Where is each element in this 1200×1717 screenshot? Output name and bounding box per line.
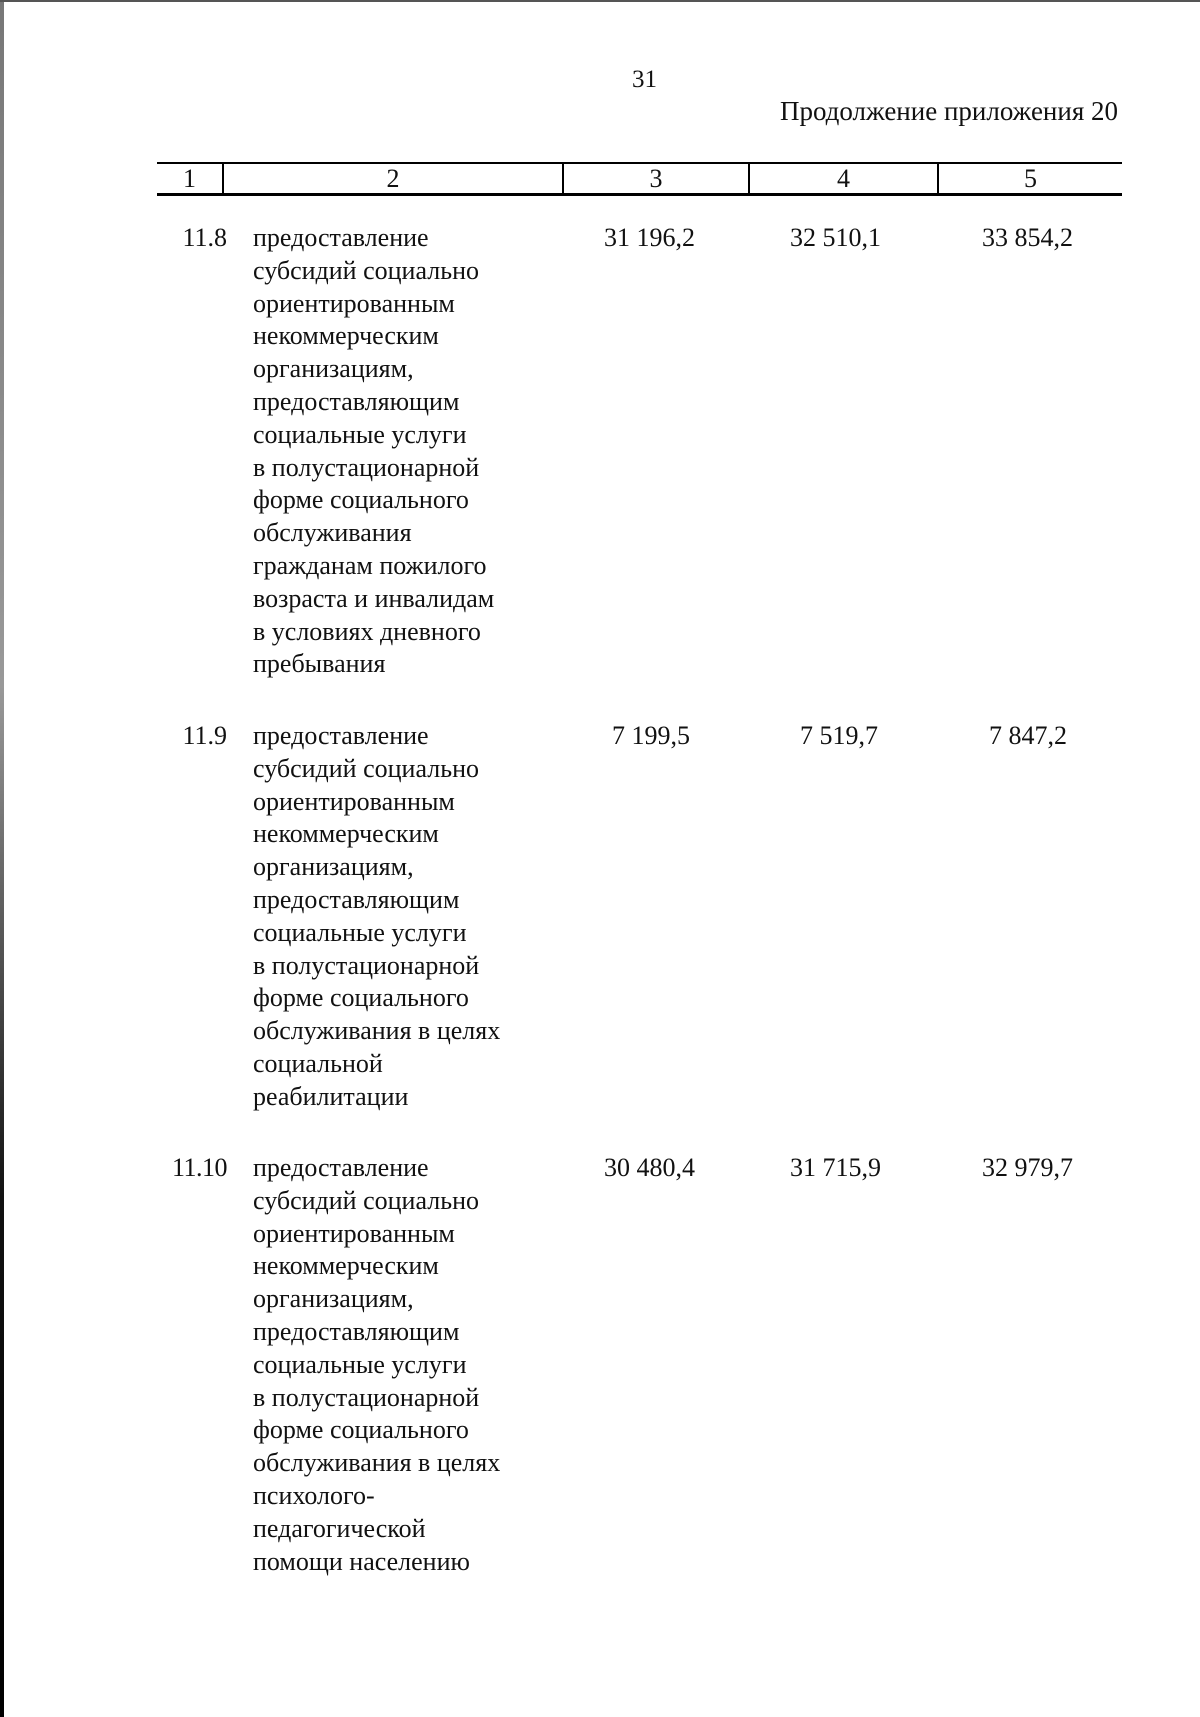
value-col5: 7 847,2 xyxy=(989,721,1067,750)
column-header-4: 4 xyxy=(748,164,937,193)
description-line: предоставляющим xyxy=(253,386,460,416)
scan-edge-top xyxy=(0,0,1200,2)
description-line: организациям, xyxy=(253,852,414,882)
table-row xyxy=(157,1152,1122,1578)
column-header-5: 5 xyxy=(937,164,1122,193)
description-line: субсидий социально xyxy=(253,255,479,285)
description-line: предоставляющим xyxy=(253,884,460,914)
table-header-row xyxy=(157,162,1122,196)
column-header-3: 3 xyxy=(562,164,748,193)
description-line: социальные услуги xyxy=(253,917,467,947)
table-row xyxy=(157,222,1122,681)
description-line: в полустационарной xyxy=(253,1382,480,1412)
description-line: субсидий социально xyxy=(253,1185,479,1215)
description-line: некоммерческим xyxy=(253,321,439,351)
description-line: возраста и инвалидам xyxy=(253,583,495,613)
description-line: некоммерческим xyxy=(253,819,439,849)
column-header-2: 2 xyxy=(222,164,562,193)
description-line: в условиях дневного xyxy=(253,616,481,646)
description-line: социальные услуги xyxy=(253,419,467,449)
value-col5: 32 979,7 xyxy=(982,1153,1073,1182)
description-line: психолого- xyxy=(253,1480,375,1510)
row-code: 11.10 xyxy=(171,1153,227,1182)
description-line: педагогической xyxy=(253,1513,426,1543)
description-line: пребывания xyxy=(253,649,386,679)
value-col4: 7 519,7 xyxy=(800,721,878,750)
value-col4: 32 510,1 xyxy=(790,223,881,252)
description-line: форме социального xyxy=(253,485,469,515)
value-col3: 30 480,4 xyxy=(604,1153,695,1182)
continuation-label: Продолжение приложения 20 xyxy=(779,96,1118,126)
value-col3: 31 196,2 xyxy=(604,223,695,252)
description-line: ориентированным xyxy=(253,786,455,816)
scan-edge-left xyxy=(0,0,4,1717)
description-line: в полустационарной xyxy=(253,950,480,980)
description-line: организациям, xyxy=(253,354,414,384)
description-line: предоставление xyxy=(253,223,429,252)
description-line: предоставление xyxy=(253,1153,429,1182)
description-line: форме социального xyxy=(253,1415,469,1445)
description-line: организациям, xyxy=(253,1284,414,1314)
description-line: обслуживания в целях xyxy=(253,1016,501,1046)
row-code: 11.9 xyxy=(182,721,227,750)
row-description xyxy=(227,1152,562,1578)
description-line: обслуживания xyxy=(253,518,412,548)
description-line: гражданам пожилого xyxy=(253,550,487,580)
value-col3: 7 199,5 xyxy=(612,721,690,750)
description-line: субсидий социально xyxy=(253,753,479,783)
description-line: ориентированным xyxy=(253,288,455,318)
row-code: 11.8 xyxy=(182,223,227,252)
description-line: социальной xyxy=(253,1048,383,1078)
column-header-1: 1 xyxy=(183,163,196,193)
description-line: помощи населению xyxy=(253,1546,470,1576)
description-line: социальные услуги xyxy=(253,1349,467,1379)
table-row xyxy=(157,720,1122,1114)
description-line: ориентированным xyxy=(253,1218,455,1248)
description-line: некоммерческим xyxy=(253,1251,439,1281)
description-line: реабилитации xyxy=(253,1081,409,1111)
page-number: 31 xyxy=(632,66,657,93)
row-description xyxy=(227,720,562,1114)
row-description xyxy=(227,222,562,681)
value-col4: 31 715,9 xyxy=(790,1153,881,1182)
description-line: обслуживания в целях xyxy=(253,1448,501,1478)
value-col5: 33 854,2 xyxy=(982,223,1073,252)
description-line: предоставляющим xyxy=(253,1316,460,1346)
description-line: предоставление xyxy=(253,721,429,750)
description-line: в полустационарной xyxy=(253,452,480,482)
description-line: форме социального xyxy=(253,983,469,1013)
